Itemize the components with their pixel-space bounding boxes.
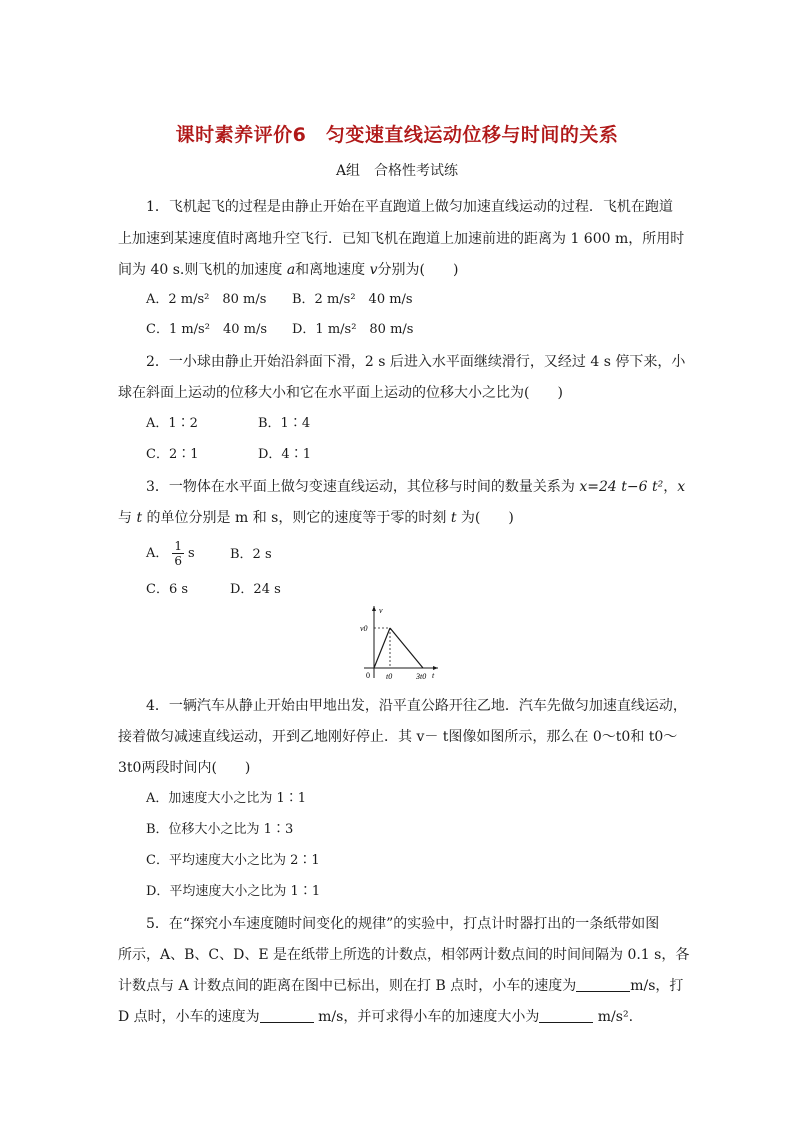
q2-option-b: B．1∶4 <box>258 416 311 431</box>
q1-option-a: A．2 m/s² 80 m/s <box>146 292 267 307</box>
v0-label: v0 <box>360 624 368 633</box>
fraction-numerator: 1 <box>174 539 183 553</box>
q1-line-2: 上加速到某速度值时离地升空飞行．已知飞机在跑道上加速前进的距离为 1 600 m，所用时 <box>118 231 685 247</box>
q5-text-e: m/s². <box>593 1009 634 1025</box>
origin-label: 0 <box>366 671 370 680</box>
q4-option-b: B．位移大小之比为 1∶3 <box>146 822 294 837</box>
q3-option-a-fraction <box>172 539 184 568</box>
q4-option-c: C．平均速度大小之比为 2∶1 <box>146 853 320 868</box>
q4-line-2: 接着做匀减速直线运动，开到乙地刚好停止．其 v－ t图像如图所示，那么在 0～t0和 t0～ <box>118 729 678 745</box>
q1-option-c: C．1 m/s² 40 m/s <box>146 322 267 337</box>
q3-var-t2: t <box>450 510 457 526</box>
q1-line-1: 1．飞机起飞的过程是由静止开始在平直跑道上做匀加速直线运动的过程．飞机在跑道 <box>146 199 673 215</box>
q5-line-1: 5．在“探究小车速度随时间变化的规律”的实验中，打点计时器打出的一条纸带如图 <box>146 916 660 932</box>
v-axis-label: v <box>379 606 383 615</box>
q1-text-c: 分别为( ) <box>377 262 459 278</box>
q5-text-c: D 点时，小车的速度为 <box>118 1009 260 1025</box>
q1-var-v: v <box>369 262 378 278</box>
q4-line-1: 4．一辆汽车从静止开始由甲地出发，沿平直公路开往乙地．汽车先做匀加速直线运动， <box>146 698 687 714</box>
t3-label: 3t0 <box>416 672 427 681</box>
q3-option-a-label: A． <box>146 546 169 561</box>
q2-option-c: C．2∶1 <box>146 447 199 462</box>
v-axis-arrow <box>372 606 376 611</box>
q3-option-c: C．6 s <box>146 582 189 597</box>
q4-option-a: A．加速度大小之比为 1∶1 <box>146 791 307 806</box>
q5-text-d: m/s，并可求得小车的加速度大小为 <box>313 1009 540 1025</box>
vt-graph <box>356 604 440 684</box>
q3-option-b: B．2 s <box>230 547 272 562</box>
q3-option-a <box>146 538 195 570</box>
answer-blank-accel[interactable] <box>539 1008 593 1023</box>
q3-text-c: 与 <box>118 510 137 526</box>
q1-text-b: 和离地速度 <box>295 262 370 278</box>
q3-var-t: t <box>136 510 143 526</box>
fraction-denominator: 6 <box>174 554 183 568</box>
q1-option-b: B．2 m/s² 40 m/s <box>292 292 413 307</box>
q3-option-d: D．24 s <box>230 582 281 597</box>
q2-line-2: 球在斜面上运动的位移大小和它在水平面上运动的位移大小之比为( ) <box>118 385 563 401</box>
q3-text-b: ， <box>663 479 678 495</box>
t-axis-arrow <box>433 666 438 670</box>
q1-text-a: 间为 40 s.则飞机的加速度 <box>118 262 287 278</box>
q2-option-d: D．4∶1 <box>258 447 311 462</box>
q5-text-a: 计数点与 A 计数点间的距离在图中已标出，则在打 B 点时，小车的速度为 <box>118 978 577 994</box>
decel-segment <box>390 628 423 668</box>
q5-text-b: m/s，打 <box>630 978 684 994</box>
q3-line-2 <box>118 508 678 528</box>
q5-line-3 <box>118 976 684 996</box>
page-title: 课时素养评价6 匀变速直线运动位移与时间的关系 <box>175 124 619 146</box>
q3-option-a-unit: s <box>188 546 195 561</box>
q3-equation: x=24 t−6 t² <box>579 479 664 495</box>
q5-line-4 <box>118 1007 678 1027</box>
accel-segment <box>374 628 390 668</box>
q2-option-a: A．1∶2 <box>146 416 198 431</box>
section-heading: A组 合格性考试练 <box>335 163 459 179</box>
answer-blank-b[interactable] <box>576 977 630 992</box>
answer-blank-d[interactable] <box>260 1008 314 1023</box>
q3-text-d: 的单位分别是 m 和 s，则它的速度等于零的时刻 <box>142 510 451 526</box>
q2-line-1: 2．一小球由静止开始沿斜面下滑，2 s 后进入水平面继续滑行，又经过 4 s 停下来，小 <box>146 354 686 370</box>
q4-line-3: 3t0两段时间内( ) <box>118 760 251 776</box>
t0-label: t0 <box>386 672 393 681</box>
q1-line-3 <box>118 260 678 280</box>
q3-line-1 <box>146 477 706 497</box>
t-axis-label: t <box>432 671 435 680</box>
q5-line-2: 所示，A、B、C、D、E 是在纸带上所选的计数点，相邻两计数点间的时间间隔为 0.1 s，各 <box>118 947 690 963</box>
q3-text-a: 3．一物体在水平面上做匀变速直线运动，其位移与时间的数量关系为 <box>146 479 580 495</box>
q4-option-d: D．平均速度大小之比为 1∶1 <box>146 884 321 899</box>
q3-var-x: x <box>677 479 686 495</box>
q1-option-d: D．1 m/s² 80 m/s <box>292 322 414 337</box>
q1-var-a: a <box>286 262 296 278</box>
q3-text-e: 为( ) <box>456 510 514 526</box>
